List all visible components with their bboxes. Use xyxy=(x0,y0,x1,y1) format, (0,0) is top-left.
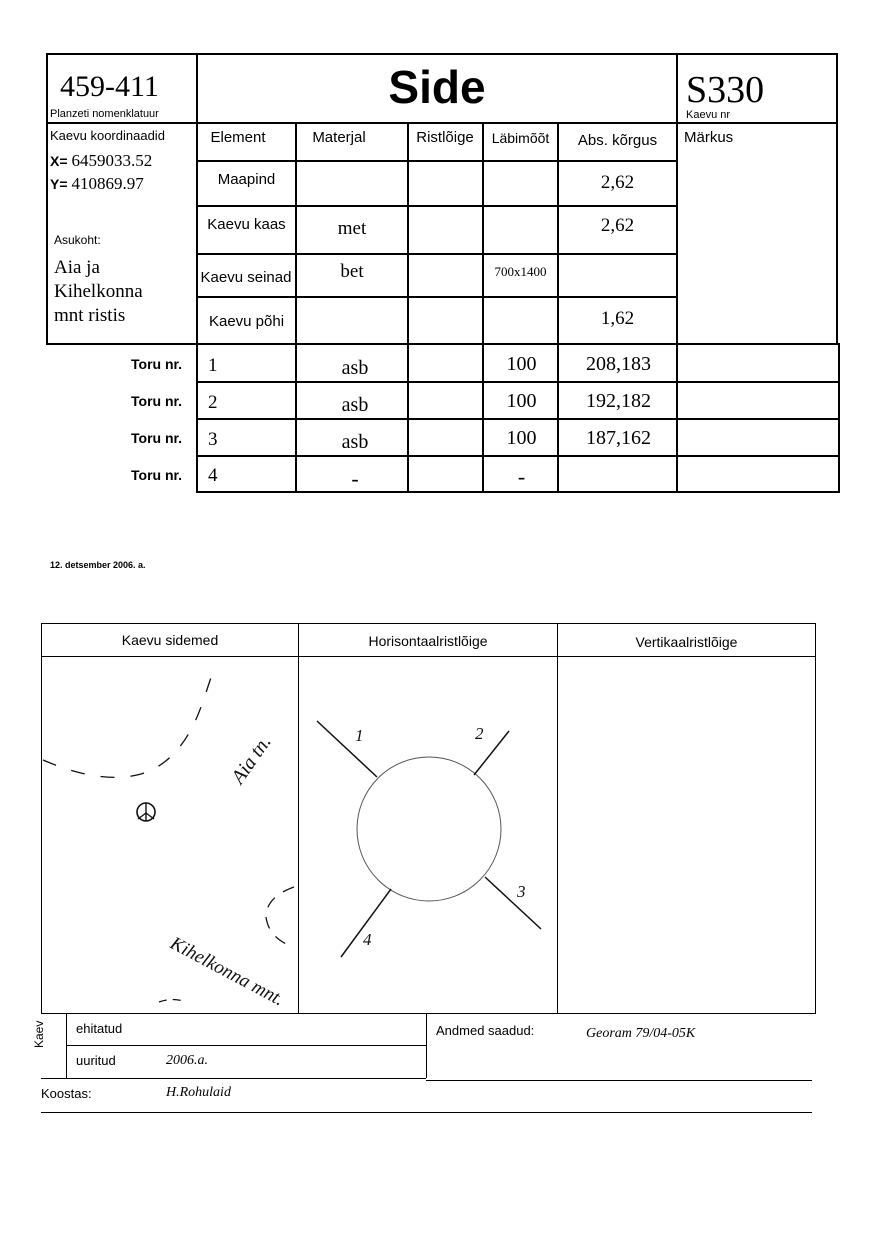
street-label-aia: Aia tn. xyxy=(227,731,276,788)
pipe-line-1 xyxy=(317,721,377,777)
footer-data-label: Andmed saadud: xyxy=(436,1023,535,1038)
pipe-diameter: 100 xyxy=(506,390,537,412)
coord-y-value: 410869.97 xyxy=(71,174,144,193)
footer-author-value: H.Rohulaid xyxy=(166,1085,231,1100)
pipe-diameter: - xyxy=(517,464,526,489)
nomenclature-label: Planzeti nomenklatuur xyxy=(50,108,159,120)
row-height: 1,62 xyxy=(600,308,635,329)
row-height: 2,62 xyxy=(600,172,635,193)
row-element: Kaevu põhi xyxy=(208,313,285,330)
coord-x xyxy=(50,151,152,171)
row-height: 2,62 xyxy=(600,215,635,236)
sketch-col-vertical: Vertikaalristlõige xyxy=(635,634,738,650)
street-edge-line xyxy=(266,887,294,947)
footer-surveyed-label: uuritud xyxy=(76,1053,116,1068)
row-diameter: 700x1400 xyxy=(494,264,547,279)
nomenclature-value: 459-411 xyxy=(60,70,159,103)
pipe-number: 4 xyxy=(208,465,218,486)
pipe-label-3: 3 xyxy=(517,882,526,901)
pipe-label-1: 1 xyxy=(355,726,364,745)
pipe-number: 2 xyxy=(208,392,218,413)
footer-author-label: Koostas: xyxy=(41,1086,92,1101)
well-number-label: Kaevu nr xyxy=(686,109,731,121)
pipe-height: 208,183 xyxy=(586,353,651,375)
footer-well-label xyxy=(32,1021,46,1048)
pipe-material: - xyxy=(351,466,359,491)
col-header-diameter: Läbimõõt xyxy=(491,130,550,146)
coords-label: Kaevu koordinaadid xyxy=(50,128,165,143)
col-header-cross: Ristlõige xyxy=(416,129,474,146)
sketch-col-links: Kaevu sidemed xyxy=(121,632,219,648)
pipe-height: 192,182 xyxy=(586,390,651,412)
pipe-label: Toru nr. xyxy=(131,393,183,409)
pipe-diameter: 100 xyxy=(506,353,537,375)
coord-x-label: X= xyxy=(50,153,68,169)
col-header-material: Materjal xyxy=(312,129,366,146)
coord-y xyxy=(50,174,144,194)
horizontal-section-sketch xyxy=(299,657,557,1013)
pipe-height: 187,162 xyxy=(586,427,651,449)
pipe-label: Toru nr. xyxy=(131,467,183,483)
well-circle xyxy=(357,757,501,901)
pipe-label-2: 2 xyxy=(475,724,484,743)
footer-data-value: Georam 79/04-05K xyxy=(586,1026,696,1041)
location-line-1: Aia ja xyxy=(54,257,100,278)
pipe-diameter: 100 xyxy=(506,427,537,449)
row-element: Kaevu seinad xyxy=(200,269,292,286)
page-title: Side xyxy=(388,61,486,113)
coord-x-value: 6459033.52 xyxy=(71,151,153,170)
col-header-element: Element xyxy=(210,129,266,146)
footer-well-text: Kaev xyxy=(32,1020,46,1048)
street-label-kihelkonna: Kihelkonna mnt. xyxy=(166,932,288,1011)
coord-y-label: Y= xyxy=(50,176,68,192)
col-header-height: Abs. kõrgus xyxy=(577,132,658,149)
document-date: 12. detsember 2006. a. xyxy=(50,560,146,570)
col-header-remarks: Märkus xyxy=(684,129,734,146)
row-material: bet xyxy=(340,261,364,282)
manhole-symbol xyxy=(137,803,155,821)
pipe-number: 3 xyxy=(208,429,218,450)
row-material: met xyxy=(337,218,367,239)
pipe-label: Toru nr. xyxy=(131,356,183,372)
pipe-number: 1 xyxy=(208,355,218,376)
street-edge-line xyxy=(43,671,213,777)
pipe-material: asb xyxy=(341,431,369,453)
location-line-2: Kihelkonna xyxy=(54,281,143,302)
well-links-sketch xyxy=(41,657,298,1013)
pipe-material: asb xyxy=(341,357,369,379)
footer-surveyed-value: 2006.a. xyxy=(166,1053,208,1068)
footer-built-label: ehitatud xyxy=(76,1021,123,1036)
well-number: S330 xyxy=(686,69,765,111)
location-label: Asukoht: xyxy=(54,233,101,247)
pipe-label: Toru nr. xyxy=(131,430,183,446)
pipe-label-4: 4 xyxy=(363,930,372,949)
street-edge-line xyxy=(159,1000,186,1003)
pipe-line-3 xyxy=(485,877,541,929)
pipe-material: asb xyxy=(341,394,369,416)
location-text xyxy=(54,256,143,328)
row-element: Kaevu kaas xyxy=(207,216,286,233)
location-line-3: mnt ristis xyxy=(54,305,126,326)
row-element: Maapind xyxy=(217,171,276,188)
sketch-col-horizontal: Horisontaalristlõige xyxy=(368,633,488,649)
